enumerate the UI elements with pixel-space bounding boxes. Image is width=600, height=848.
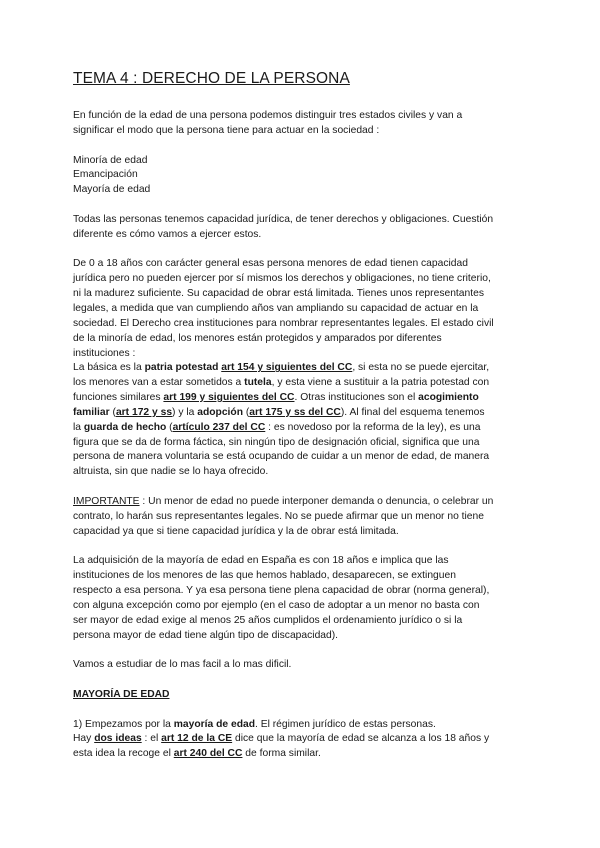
basica-line (73, 361, 543, 376)
menores-line: legales, a medida que van cumpliendo años van ampliando su capacidad de actuar en la (73, 302, 479, 314)
adquisicion-line: La adquisición de la mayoría de edad en España es con 18 años e implica que las (73, 555, 449, 567)
menores-line: instituciones : (73, 347, 136, 359)
text: , si esta no se puede ejercitar, (352, 362, 490, 374)
text: funciones similares (73, 392, 164, 404)
mayoria-line (73, 718, 543, 733)
ref-art-154: art 154 y siguientes del CC (221, 362, 353, 374)
text: esta idea la recoge el (73, 748, 174, 760)
text: : es novedoso por la reforma de la ley), es una (265, 421, 481, 433)
menores-line: de la minoría de edad, los menores están protegidos y amparados por diferentes (73, 332, 442, 344)
capacidad-line: diferente es cómo vamos a ejercer estos. (73, 228, 262, 240)
adquisicion-line: respecto a esa persona. Y ya esa persona tiene plena capacidad de obrar (norma general), (73, 585, 490, 596)
section-heading: MAYORÍA DE EDAD (73, 688, 170, 700)
menores-line: jurídica pero no pueden ejercer por sí mismos los derechos y obligaciones, no tiene criterio, (73, 273, 491, 285)
text: dice que la mayoría de edad se alcanza a los 18 años y (232, 733, 490, 745)
estado-item: Emancipación (73, 169, 138, 181)
text: de forma similar. (242, 748, 321, 760)
term-familiar: familiar (73, 406, 110, 418)
adquisicion-line: con alguna excepción como por ejemplo (en el caso de adoptar a un menor no basta con (73, 599, 480, 611)
text: ( (166, 421, 173, 433)
importante-line: contrato, lo harán sus representantes legales. No se puede afirmar que un menor no tiene (73, 510, 484, 522)
importante-line (73, 495, 543, 510)
estado-item: Mayoría de edad (73, 184, 151, 196)
text: : el (141, 733, 162, 745)
term-mayoria-de-edad: mayoría de edad (173, 718, 255, 730)
text: La básica es la (73, 362, 145, 374)
basica-line: figura que se da de forma fáctica, sin ningún tipo de designación oficial, significa que una (73, 436, 480, 448)
term-patria-potestad: patria potestad (144, 362, 219, 374)
text: ) y la (172, 406, 198, 418)
text: . El régimen jurídico de estas personas. (255, 718, 436, 730)
text: . Otras instituciones son el (294, 392, 419, 404)
ref-art-12-ce: art 12 de la CE (161, 733, 233, 745)
ref-art-199: art 199 y siguientes del CC (163, 392, 295, 404)
basica-line (73, 406, 543, 421)
term-tutela: tutela (244, 377, 272, 389)
term-guarda-de-hecho: guarda de hecho (83, 421, 167, 433)
text: : Un menor de edad no puede interponer demanda o denuncia, o celebrar un (139, 495, 494, 507)
text: ( (243, 406, 250, 418)
importante-label: IMPORTANTE (73, 495, 140, 507)
basica-line: persona de manera voluntaria se está ocupando de cuidar a un menor de edad, de manera (73, 451, 490, 463)
ref-art-240: art 240 del CC (173, 748, 243, 760)
term-acogimiento: acogimiento (418, 392, 479, 404)
text: la (73, 421, 84, 433)
text: los menores van a estar sometidos a (73, 377, 245, 389)
basica-line (73, 376, 543, 391)
mayoria-line (73, 732, 543, 747)
importante-line: capacidad ya que si tiene capacidad jurídica y la de obrar está limitada. (73, 525, 399, 537)
text: ( (109, 406, 116, 418)
term-adopcion: adopción (197, 406, 243, 418)
document-body (73, 109, 543, 762)
capacidad-line: Todas las personas tenemos capacidad jurídica, de tener derechos y obligaciones. Cuestión (73, 213, 494, 225)
adquisicion-line: instituciones de los menores de las que hemos hablado, desaparecen, se extinguen (73, 570, 456, 582)
text: 1) Empezamos por la (73, 718, 174, 730)
menores-line: sociedad. El Derecho crea instituciones para nombrar representantes legales. El estado civil (73, 317, 494, 329)
ref-art-175: art 175 y ss del CC (249, 406, 341, 418)
vamos-line: Vamos a estudiar de lo mas facil a lo mas dificil. (73, 659, 292, 671)
intro-line: En función de la edad de una persona podemos distinguir tres estados civiles y van a (73, 110, 463, 121)
menores-line: De 0 a 18 años con carácter general esas persona menores de edad tienen capacidad (73, 258, 468, 270)
text: ). Al final del esquema tenemos (340, 406, 485, 418)
text: Hay (73, 733, 95, 745)
intro-line: significar el modo que la persona tiene para actuar en la sociedad : (73, 124, 380, 136)
basica-line (73, 421, 543, 436)
page-title: TEMA 4 : DERECHO DE LA PERSONA (73, 70, 350, 87)
adquisicion-line: persona mayor de edad tiene algún tipo de discapacidad). (73, 629, 339, 641)
text: , y esta viene a sustituir a la patria potestad con (271, 377, 490, 389)
term-dos-ideas: dos ideas (94, 733, 142, 745)
estado-item: Minoría de edad (73, 154, 148, 166)
basica-line (73, 391, 543, 406)
menores-line: ni la madurez suficiente. Su capacidad de obrar está limitada. Tienes unos representantes (73, 288, 484, 300)
ref-art-237: artículo 237 del CC (172, 421, 266, 433)
basica-line: altruista, sin que nadie se lo haya ofrecido. (73, 466, 269, 478)
mayoria-line (73, 747, 543, 762)
adquisicion-line: ser mayor de edad exige al menos 25 años cumplidos el ordenamiento jurídico o si la (73, 614, 463, 626)
ref-art-172: art 172 y ss (115, 406, 173, 418)
